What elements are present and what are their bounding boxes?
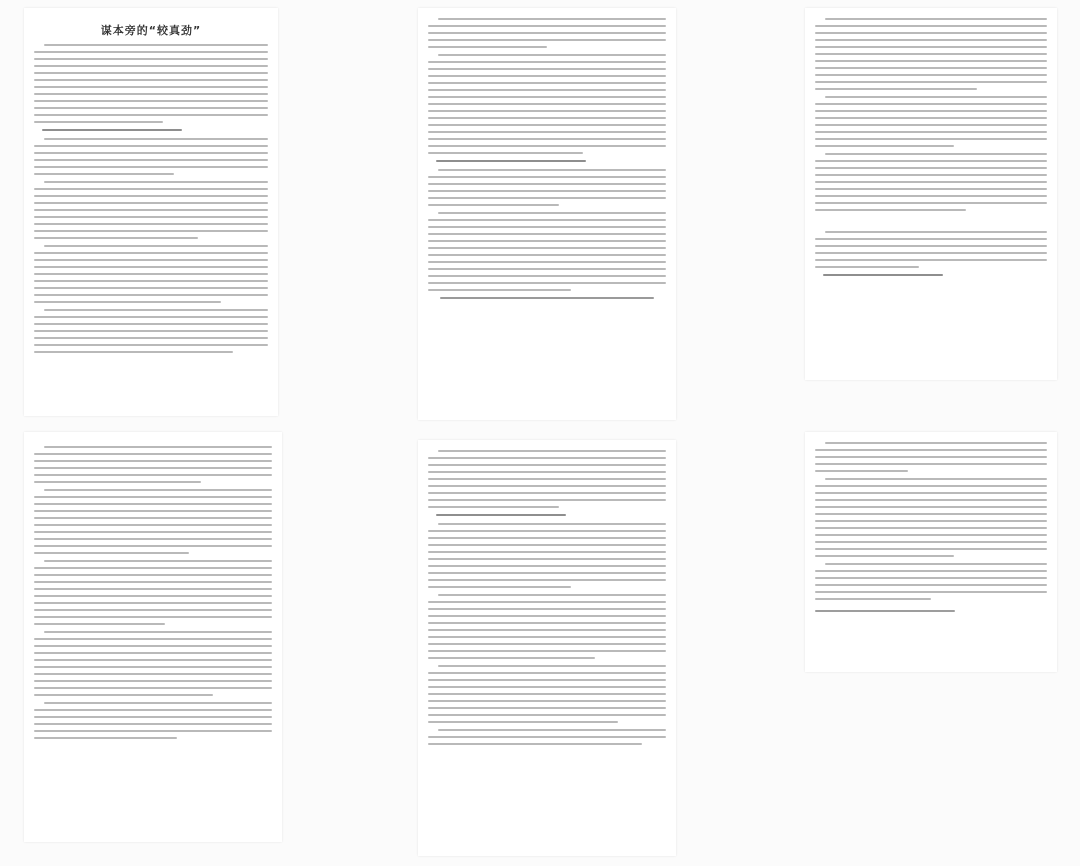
text-line [815,188,1047,190]
text-line [34,51,268,53]
text-line [815,53,1047,55]
page-2-body [418,8,676,299]
text-line [34,65,268,67]
text-line [34,58,268,60]
text-line [428,714,666,716]
text-line [428,247,666,249]
text-line [815,527,1047,529]
paragraph-block [428,665,666,723]
text-line [815,534,1047,536]
paragraph-block [34,702,272,739]
spacer [805,217,1057,231]
text-line [815,548,1047,550]
text-line [34,538,272,540]
text-line [34,351,233,353]
text-line [34,588,272,590]
paragraph-block [428,169,666,206]
text-line [34,666,272,668]
text-line [428,622,666,624]
text-line [34,301,221,303]
paragraph-block [428,54,666,154]
paragraph-block [815,563,1047,600]
text-line [34,638,272,640]
text-line [428,289,571,291]
text-line [815,485,1047,487]
section-heading-line [436,514,566,516]
text-line [815,209,966,211]
text-line [428,743,642,745]
text-line [34,694,213,696]
text-line [34,652,272,654]
text-line [428,608,666,610]
text-line [34,517,272,519]
text-line [428,110,666,112]
text-line [428,707,666,709]
text-line [44,181,268,183]
text-line [428,530,666,532]
text-line [34,680,272,682]
text-line [34,145,268,147]
paragraph-block [815,96,1047,147]
text-line [815,541,1047,543]
text-line [438,594,666,596]
text-line [34,202,268,204]
text-line [428,176,666,178]
text-line [428,25,666,27]
caption-line [440,297,654,299]
text-line [428,82,666,84]
text-line [428,32,666,34]
text-line [428,268,666,270]
paragraph-block [428,729,666,745]
text-line [34,86,268,88]
text-line [34,330,268,332]
text-line [815,32,1047,34]
text-line [815,25,1047,27]
paragraph-block [34,181,268,239]
section-heading-line [823,274,943,276]
text-line [34,467,272,469]
text-line [438,450,666,452]
text-line [34,602,272,604]
text-line [428,39,666,41]
text-line [34,209,268,211]
text-line [428,672,666,674]
text-line [428,183,666,185]
text-line [428,124,666,126]
text-line [825,96,1047,98]
paragraph-block [34,44,268,123]
text-line [34,259,268,261]
text-line [815,131,1047,133]
text-line [34,337,268,339]
text-line [34,481,201,483]
text-line [428,544,666,546]
paragraph-block [34,138,268,175]
text-line [438,523,666,525]
text-line [34,195,268,197]
text-line [44,446,272,448]
text-line [438,212,666,214]
text-line [815,39,1047,41]
paragraph-block [34,446,272,483]
text-line [44,138,268,140]
text-line [428,219,666,221]
text-line [428,506,559,508]
paragraph-block [428,212,666,291]
text-line [825,442,1047,444]
text-line [34,460,272,462]
page-6-body [805,432,1057,612]
paragraph-block [428,450,666,508]
text-line [815,110,1047,112]
text-line [428,61,666,63]
text-line [34,730,272,732]
text-line [428,657,595,659]
text-line [34,159,268,161]
text-line [428,152,583,154]
text-line [34,107,268,109]
section-heading-line [436,160,586,162]
text-line [815,202,1047,204]
text-line [815,195,1047,197]
text-line [428,117,666,119]
text-line [438,54,666,56]
text-line [428,197,666,199]
text-line [428,565,666,567]
text-line [34,545,272,547]
text-line [438,729,666,731]
text-line [815,81,1047,83]
text-line [428,693,666,695]
text-line [34,280,268,282]
text-line [815,238,1047,240]
text-line [815,103,1047,105]
text-line [815,513,1047,515]
text-line [815,160,1047,162]
text-line [34,496,272,498]
page-5 [418,440,676,856]
text-line [815,456,1047,458]
text-line [34,266,268,268]
text-line [34,237,198,239]
text-line [34,323,268,325]
text-line [815,577,1047,579]
text-line [34,152,268,154]
text-line [428,499,666,501]
text-line [815,117,1047,119]
text-line [428,89,666,91]
text-line [44,702,272,704]
text-line [34,687,272,689]
text-line [428,478,666,480]
text-line [438,18,666,20]
text-line [44,560,272,562]
text-line [34,474,272,476]
text-line [428,551,666,553]
text-line [34,581,272,583]
paragraph-block [428,18,666,48]
paragraph-block [34,489,272,554]
text-line [815,463,1047,465]
text-line [34,287,268,289]
text-line [428,96,666,98]
text-line [34,503,272,505]
text-line [34,567,272,569]
text-line [34,659,272,661]
text-line [815,555,954,557]
text-line [34,114,268,116]
text-line [34,524,272,526]
text-line [815,74,1047,76]
paragraph-block [428,594,666,659]
text-line [428,721,618,723]
text-line [815,88,977,90]
paragraph-block [34,631,272,696]
text-line [34,595,272,597]
text-line [428,643,666,645]
text-line [815,520,1047,522]
text-line [428,629,666,631]
text-line [428,650,666,652]
text-line [34,252,268,254]
text-line [34,93,268,95]
text-line [34,316,268,318]
text-line [825,231,1047,233]
text-line [34,216,268,218]
text-line [428,485,666,487]
text-line [34,552,189,554]
text-line [428,131,666,133]
text-line [428,261,666,263]
text-line [428,46,547,48]
text-line [428,226,666,228]
paragraph-block [815,153,1047,211]
text-line [34,188,268,190]
text-line [815,266,919,268]
paragraph-block [34,309,268,353]
text-line [825,18,1047,20]
text-line [428,586,571,588]
text-line [428,636,666,638]
text-line [815,570,1047,572]
text-line [34,100,268,102]
text-line [34,223,268,225]
text-line [428,68,666,70]
text-line [438,169,666,171]
text-line [34,79,268,81]
text-line [34,737,177,739]
text-line [44,309,268,311]
text-line [815,46,1047,48]
text-line [34,609,272,611]
text-line [34,709,272,711]
text-line [44,44,268,46]
text-line [34,166,268,168]
text-line [34,616,272,618]
text-line [428,254,666,256]
text-line [815,167,1047,169]
page-1 [24,8,278,416]
text-line [815,60,1047,62]
text-line [428,537,666,539]
text-line [428,679,666,681]
text-line [34,716,272,718]
text-line [428,190,666,192]
text-line [428,204,559,206]
text-line [34,531,272,533]
text-line [428,700,666,702]
text-line [815,598,931,600]
text-line [428,572,666,574]
text-line [825,563,1047,565]
text-line [815,67,1047,69]
paragraph-block [34,245,268,303]
text-line [438,665,666,667]
text-line [428,103,666,105]
text-line [428,579,666,581]
text-line [44,631,272,633]
text-line [428,601,666,603]
text-line [815,145,954,147]
text-line [825,478,1047,480]
text-line [815,499,1047,501]
text-line [428,275,666,277]
text-line [428,240,666,242]
text-line [34,230,268,232]
text-line [44,489,272,491]
page-5-body [418,440,676,745]
text-line [428,471,666,473]
text-line [815,245,1047,247]
text-line [428,686,666,688]
text-line [428,233,666,235]
text-line [34,453,272,455]
text-line [815,470,908,472]
text-line [815,259,1047,261]
text-line [428,75,666,77]
text-line [44,245,268,247]
page-3-body [805,8,1057,276]
text-line [825,153,1047,155]
page-1-body [24,44,278,353]
paragraph-block [815,231,1047,268]
text-line [34,723,272,725]
text-line [34,294,268,296]
text-line [34,121,163,123]
text-line [815,252,1047,254]
text-line [34,574,272,576]
text-line [815,506,1047,508]
page-6 [805,432,1057,672]
paragraph-block [34,560,272,625]
article-title: 谋本旁的“较真劲” [100,24,202,37]
text-line [815,138,1047,140]
text-line [428,145,666,147]
section-heading-line [42,129,182,131]
paragraph-block [428,523,666,588]
paragraph-block [815,478,1047,557]
text-line [34,344,268,346]
text-line [428,558,666,560]
text-line [428,282,666,284]
page-4 [24,432,282,842]
text-line [815,181,1047,183]
text-line [815,492,1047,494]
page-4-body [24,432,282,739]
text-line [428,457,666,459]
text-line [34,510,272,512]
text-line [815,591,1047,593]
text-line [815,124,1047,126]
text-line [428,138,666,140]
text-line [34,673,272,675]
text-line [815,584,1047,586]
text-line [428,464,666,466]
paragraph-block [815,442,1047,472]
text-line [34,623,165,625]
text-line [428,492,666,494]
page-2 [418,8,676,420]
paragraph-block [815,18,1047,90]
text-line [34,645,272,647]
text-line [34,173,174,175]
text-line [34,72,268,74]
text-line [428,736,666,738]
text-line [815,174,1047,176]
signature-line [815,610,955,612]
page-3 [805,8,1057,380]
text-line [34,273,268,275]
text-line [815,449,1047,451]
text-line [428,615,666,617]
